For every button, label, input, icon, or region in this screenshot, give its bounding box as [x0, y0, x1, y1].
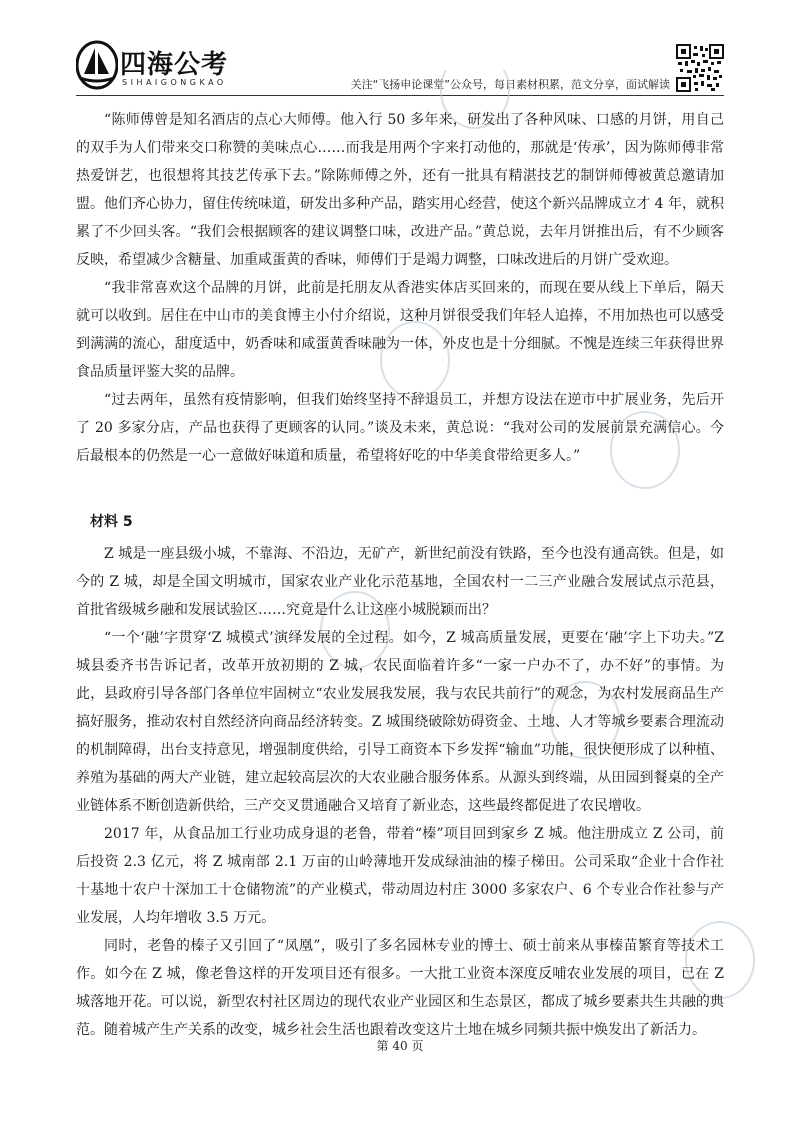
paragraph: “陈师傅曾是知名酒店的点心大师傅。他入行 50 多年来，研发出了各种风味、口感的月饼，用自己的双手为人们带来交口称赞的美味点心……而我是用两个字来打动他的，那就是‘传承’，因为陈师傅非常热爱饼艺，也很想将其技艺传承下去。”除陈师傅之外，还有一批具有精湛技艺的制饼师傅被黄总邀请加盟。他们齐心协力，留住传统味道，研发出多种产品，踏实用心经营，使这个新兴品牌成立才 4 年，就积累了不少回头客。“我们会根据顾客的建议调整口味，改进产品。”黄总说，去年月饼推出后，有不少顾客反映，希望减少含糖量、加重咸蛋黄的香味，师傅们于是竭力调整，口味改进后的月饼广受欢迎。: [76, 112, 724, 268]
section-heading: 材料 5: [90, 514, 133, 530]
header-divider: [76, 95, 724, 96]
paragraph: 同时，老鲁的榛子又引回了“凤凰”，吸引了多名园林专业的博士、硕士前来从事榛苗繁育等技术工作。如今在 Z 城，像老鲁这样的开发项目还有很多。一大批工业资本深度反哺农业发展的项目，已在 Z 城落地开花。可以说，新型农村社区周边的现代农业产业园区和生态景区，都成了城乡要素共生共融的典范。随着城产生产关系的改变，城乡社会生活也跟着改变这片土地在城乡同频共振中焕发出了新活力。: [76, 938, 724, 1038]
paragraph: “一个‘融’字贯穿‘Z 城模式’演绎发展的全过程。如今，Z 城高质量发展，更要在‘融’字上下功夫。”Z 城县委齐书告诉记者，改革开放初期的 Z 城，农民面临着许多“一家一户办不了，办不好”的事情。为此，县政府引导各部门各单位牢固树立“农业发展我发展，我与农民共前行”的观念，为农村发展商品生产搞好服务，推动农村自然经济向商品经济转变。Z 城围绕破除妨碍资金、土地、人才等城乡要素合理流动的机制障碍，出台支持意见，增强制度供给，引导工商资本下乡发挥“输血”功能，很快便形成了以种植、养殖为基础的两大产业链，建立起较高层次的大农业融合服务体系。从源头到终端，从田园到餐桌的全产业链体系不断创造新供给，三产交叉贯通融合又培育了新业态，这些最终都促进了农民增收。: [76, 630, 724, 814]
brand-logo: [76, 40, 266, 96]
brand-name-cn: 四海公考: [120, 50, 229, 80]
page-header: [0, 0, 800, 100]
brand-name-en: SIHAIGONGKAO: [122, 78, 227, 87]
page-number: 第 40 页: [376, 1039, 424, 1053]
paragraph: “我非常喜欢这个品牌的月饼，此前是托朋友从香港实体店买回来的，而现在要从线上下单后，隔天就可以收到。居住在中山市的美食博主小付介绍说，这种月饼很受我们年轻人追捧，不用加热也可以感受到满满的流心，甜度适中，奶香味和咸蛋黄香味融为一体，外皮也是十分细腻。不愧是连续三年获得世界食品质量评鉴大奖的品牌。: [76, 280, 724, 380]
sailboat-logo-icon: [76, 40, 118, 90]
paragraph: 2017 年，从食品加工行业功成身退的老鲁，带着“榛”项目回到家乡 Z 城。他注册成立 Z 公司，前后投资 2.3 亿元，将 Z 城南部 2.1 万亩的山岭薄地开发成绿油油的榛子梯田。公司采取“企业十合作社十基地十农户十深加工十仓储物流”的产业模式，带动周边村庄 3000 多家农户、6 个专业合作社参与产业发展，人均年增收 3.5 万元。: [76, 826, 724, 926]
paragraph: “过去两年，虽然有疫情影响，但我们始终坚持不辞退员工，并想方设法在逆市中扩展业务，先后开了 20 多家分店，产品也获得了更顾客的认同。”谈及未来，黄总说：“我对公司的发展前景充满信心。今后最根本的仍然是一心一意做好味道和质量，希望将好吃的中华美食带给更多人。”: [76, 392, 724, 464]
document-body: [76, 106, 724, 1044]
qr-code-icon: [676, 44, 724, 92]
paragraph: Z 城是一座县级小城，不靠海、不沿边，无矿产，新世纪前没有铁路，至今也没有通高铁。但是，如今的 Z 城，却是全国文明城市，国家农业产业化示范基地，全国农村一二三产业融合发展试点示范县，首批省级城乡融和发展试验区……究竟是什么让这座小城脱颖而出？: [76, 546, 724, 618]
header-tagline: 关注“飞扬申论课堂”公众号，每日素材积累，范文分享，面试解读: [350, 78, 670, 91]
